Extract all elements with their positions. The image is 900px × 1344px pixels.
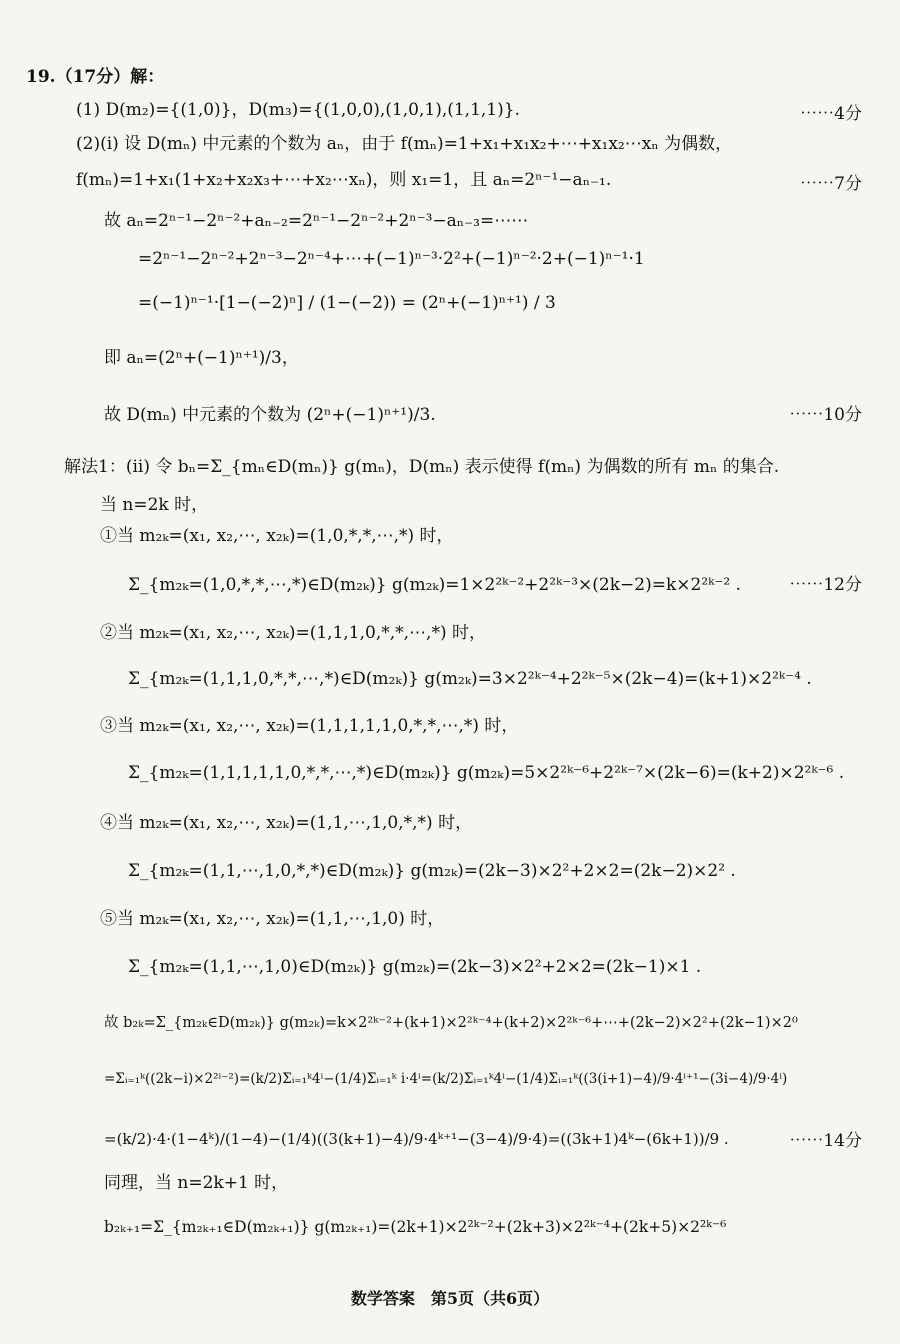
expansion-line-2: =2ⁿ⁻¹−2ⁿ⁻²+2ⁿ⁻³−2ⁿ⁻⁴+⋯+(−1)ⁿ⁻³·2²+(−1)ⁿ⁻²·2+(−1)ⁿ⁻¹·1 — [138, 249, 645, 269]
part-1-answer: (1) D(m₂)={(1,0)}，D(m₃)={(1,0,0),(1,0,1),(1,1,1)}. — [76, 100, 520, 120]
b2k-sum: 故 b₂ₖ=Σ_{m₂ₖ∈D(m₂ₖ)} g(m₂ₖ)=k×2²ᵏ⁻²+(k+1)×2²ᵏ⁻⁴+(k+2)×2²ᵏ⁻⁶+⋯+(2k−2)×2²+(2k−1)×2⁰ — [104, 1015, 798, 1031]
score-7: ⋯⋯7分 — [800, 174, 862, 194]
subcase-4: ④当 m₂ₖ=(x₁, x₂,⋯, x₂ₖ)=(1,1,⋯,1,0,*,*) 时， — [100, 813, 473, 833]
subcase-4-sum: Σ_{m₂ₖ=(1,1,⋯,1,0,*,*)∈D(m₂ₖ)} g(m₂ₖ)=(2k−3)×2²+2×2=(2k−2)×2² . — [128, 861, 736, 881]
case-odd: 同理，当 n=2k+1 时， — [104, 1173, 289, 1193]
subcase-2-sum: Σ_{m₂ₖ=(1,1,1,0,*,*,⋯,*)∈D(m₂ₖ)} g(m₂ₖ)=3×2²ᵏ⁻⁴+2²ᵏ⁻⁵×(2k−4)=(k+1)×2²ᵏ⁻⁴ . — [128, 669, 812, 689]
score-12: ⋯⋯12分 — [789, 575, 862, 595]
subcase-5-sum: Σ_{m₂ₖ=(1,1,⋯,1,0)∈D(m₂ₖ)} g(m₂ₖ)=(2k−3)×2²+2×2=(2k−1)×1 . — [128, 957, 702, 977]
subcase-3-sum: Σ_{m₂ₖ=(1,1,1,1,1,0,*,*,⋯,*)∈D(m₂ₖ)} g(m₂ₖ)=5×2²ᵏ⁻⁶+2²ᵏ⁻⁷×(2k−6)=(k+2)×2²ᵏ⁻⁶ . — [128, 763, 845, 783]
expansion-line-3: =(−1)ⁿ⁻¹·[1−(−2)ⁿ] / (1−(−2)) = (2ⁿ+(−1)ⁿ⁺¹) / 3 — [138, 293, 556, 313]
subcase-3: ③当 m₂ₖ=(x₁, x₂,⋯, x₂ₖ)=(1,1,1,1,1,0,*,*,⋯,*) 时， — [100, 716, 519, 736]
part-2-intro: (2)(i) 设 D(mₙ) 中元素的个数为 aₙ，由于 f(mₙ)=1+x₁+x₁x₂+⋯+x₁x₂⋯xₙ 为偶数， — [76, 134, 733, 154]
subcase-5: ⑤当 m₂ₖ=(x₁, x₂,⋯, x₂ₖ)=(1,1,⋯,1,0) 时， — [100, 909, 445, 929]
count-conclusion: 故 D(mₙ) 中元素的个数为 (2ⁿ+(−1)ⁿ⁺¹)/3. — [104, 405, 436, 425]
recurrence-line: f(mₙ)=1+x₁(1+x₂+x₂x₃+⋯+x₂⋯xₙ)，则 x₁=1，且 aₙ=2ⁿ⁻¹−aₙ₋₁. — [76, 170, 612, 190]
method-1-intro: 解法1：(ii) 令 bₙ=Σ_{mₙ∈D(mₙ)} g(mₙ)，D(mₙ) 表示使得 f(mₙ) 为偶数的所有 mₙ 的集合. — [64, 457, 780, 477]
subcase-2: ②当 m₂ₖ=(x₁, x₂,⋯, x₂ₖ)=(1,1,1,0,*,*,⋯,*) 时， — [100, 623, 486, 643]
b2k-simplify-2: =(k/2)·4·(1−4ᵏ)/(1−4)−(1/4)((3(k+1)−4)/9·4ᵏ⁺¹−(3−4)/9·4)=((3k+1)4ᵏ−(6k+1))/9 . — [104, 1130, 729, 1148]
score-10: ⋯⋯10分 — [789, 405, 862, 425]
expansion-line-1: 故 aₙ=2ⁿ⁻¹−2ⁿ⁻²+aₙ₋₂=2ⁿ⁻¹−2ⁿ⁻²+2ⁿ⁻³−aₙ₋₃=⋯⋯ — [104, 211, 529, 231]
score-14: ⋯⋯14分 — [789, 1131, 862, 1151]
case-even: 当 n=2k 时， — [100, 495, 209, 515]
subcase-1-sum: Σ_{m₂ₖ=(1,0,*,*,⋯,*)∈D(m₂ₖ)} g(m₂ₖ)=1×2²ᵏ⁻²+2²ᵏ⁻³×(2k−2)=k×2²ᵏ⁻² . — [128, 575, 741, 595]
subcase-1: ①当 m₂ₖ=(x₁, x₂,⋯, x₂ₖ)=(1,0,*,*,⋯,*) 时， — [100, 526, 454, 546]
page-footer: 数学答案 第5页（共6页） — [350, 1289, 550, 1308]
b2k1-sum: b₂ₖ₊₁=Σ_{m₂ₖ₊₁∈D(m₂ₖ₊₁)} g(m₂ₖ₊₁)=(2k+1)×2²ᵏ⁻²+(2k+3)×2²ᵏ⁻⁴+(2k+5)×2²ᵏ⁻⁶ — [104, 1218, 727, 1236]
problem-heading: 19.（17分）解： — [26, 67, 165, 87]
an-result: 即 aₙ=(2ⁿ+(−1)ⁿ⁺¹)/3， — [104, 348, 299, 368]
b2k-simplify-1: =Σᵢ₌₁ᵏ((2k−i)×2²ⁱ⁻²)=(k/2)Σᵢ₌₁ᵏ4ⁱ−(1/4)Σᵢ₌₁ᵏ i·4ⁱ=(k/2)Σᵢ₌₁ᵏ4ⁱ−(1/4)Σᵢ₌₁ᵏ((3(i+1)−4)/9·4ⁱ⁺¹−(3i−4)/9·4ⁱ) — [104, 1071, 788, 1087]
score-4: ⋯⋯4分 — [800, 104, 862, 124]
